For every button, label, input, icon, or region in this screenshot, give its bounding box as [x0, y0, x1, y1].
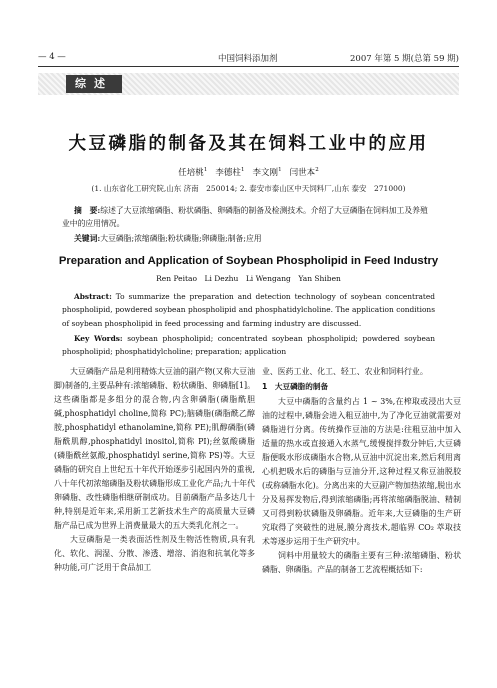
- body-paragraph: 大豆磷脂产品是利用精炼大豆油的副产物(又称大豆油脚)制备的,主要品种有:浓缩磷脂、粉状磷脂、卵磷脂[1]。这些磷脂都是多组分的混合物,内含卵磷脂(磷脂酰胆碱,phosphatidyl choline,简称 PC);脑磷脂(磷脂酰乙醇胺,phosphatidyl ethanolamine,简称 PE);肌醇磷脂(磷脂酰肌醇,phosphatidyl inositol,简称 PI);丝氨酸磷脂(磷脂酰丝氨酸,phosphatidyl serine,简称 PS)等。大豆磷脂的研究自上世纪五十年代开始逐步引起国内外的重视,八十年代初浓缩磷脂及粉状磷脂形成工业化产品;九十年代卵磷脂、改性磷脂相继研制成功。目前磷脂产品多达几十种,特别是近年来,采用新工艺新技术生产的高质量大豆磷脂产品已成为世界上消费量最大的五大类乳化剂之一。: [54, 367, 255, 530]
- issue-info: 2007 年第 5 期(总第 59 期): [350, 54, 459, 64]
- author-name: 李文刚: [252, 168, 279, 178]
- keywords-cn-text: 大豆磷脂;浓缩磷脂;粉状磷脂;卵磷脂;制备;应用: [100, 234, 262, 243]
- abstract-cn-text: 综述了大豆浓缩磷脂、粉状磷脂、卵磷脂的制备及检测技术。介绍了大豆磷脂在饲料加工及养殖业中的应用情况。: [62, 206, 428, 228]
- abstract-en: [62, 290, 435, 330]
- author-name: 李德柱: [215, 168, 241, 178]
- running-header: [38, 52, 459, 66]
- article-title-cn: 大豆磷脂的制备及其在饲料工业中的应用: [68, 134, 429, 154]
- abstract-cn-label: 摘 要:: [74, 206, 101, 215]
- abstract-cn: [62, 204, 435, 230]
- author-sup: 1: [203, 167, 208, 174]
- authors-en: Ren Peitao Li Dezhu Li Wengang Yan Shiben: [156, 274, 341, 283]
- body-paragraph: 饲料中用量较大的磷脂主要有三种:浓缩磷脂、粉状磷脂、卵磷脂。产品的制备工艺流程概括如下:: [262, 551, 461, 574]
- author-name: 闫世本: [289, 168, 316, 178]
- authors-cn: [0, 166, 497, 178]
- keywords-cn-label: 关键词:: [74, 234, 101, 243]
- journal-name: 中国饲料添加剂: [218, 54, 278, 64]
- author-sup: 1: [278, 167, 282, 174]
- body-paragraph: 业、医药工业、化工、轻工、农业和饲料行业。: [262, 367, 428, 376]
- page-number: — 4 —: [38, 52, 66, 62]
- header-rule: [38, 66, 459, 67]
- section-banner: [38, 73, 459, 95]
- section-label: 综述: [66, 75, 122, 93]
- author-name: 任培桃: [178, 168, 204, 178]
- keywords-en-label: Key Words:: [74, 334, 123, 343]
- keywords-en: [62, 332, 435, 359]
- author-sup: 2: [315, 167, 319, 174]
- body-paragraph: 大豆中磷脂的含量约占 1 ~ 3%,在榨取或浸出大豆油的过程中,磷脂会进入粗豆油中,为了净化豆油就需要对磷脂进行分离。传统操作豆油的方法是:往粗豆油中加入适量的热水或直接通入水蒸气,缓慢搅拌数分钟后,大豆磷脂便吸水形成磷脂水合物,从豆油中沉淀出来,然后利用离心机把吸水后的磷脂与豆油分开,这种过程又称豆油脱胶(或称磷脂水化)。分离出来的大豆副产物加热浓缩,脱出水分及易挥发物后,得到浓缩磷脂;再将浓缩磷脂脱油、精制又可得到粉状磷脂及卵磷脂。近年来,大豆磷脂的生产研究取得了突破性的进展,膜分离技术,超临界 CO₂ 萃取技术等逐步运用于生产研究中。: [262, 397, 461, 546]
- keywords-cn: [62, 232, 435, 245]
- abstract-en-label: Abstract:: [74, 292, 112, 301]
- keywords-en-text: soybean phospholipid; concentrated soybean phospholipid; powdered soybean phospholipid; phosphatidylcholine; preparation; application: [62, 334, 435, 357]
- author-sup: 1: [240, 167, 245, 174]
- section-heading: 1 大豆磷脂的制备: [262, 382, 329, 391]
- affiliation-cn: (1. 山东省化工研究院,山东 济南 250014; 2. 泰安市泰山区中天饲料厂,山东 泰安 271000): [91, 184, 406, 193]
- body-right-column: [262, 365, 461, 577]
- body-left-column: [54, 365, 255, 575]
- abstract-en-text: To summarize the preparation and detection technology of soybean concentrated phospholipid, powdered soybean phospholipid and phosphatidylcholine. The application conditions of soybean phospholipid in feed processing and farming industry are discussed.: [62, 292, 435, 328]
- article-title-en: Preparation and Application of Soybean Phospholipid in Feed Industry: [58, 255, 439, 267]
- body-paragraph: 大豆磷脂是一类表面活性剂及生物活性物质,具有乳化、软化、润湿、分散、渗透、增溶、消泡和抗氧化等多种功能,可广泛用于食品加工: [54, 535, 255, 572]
